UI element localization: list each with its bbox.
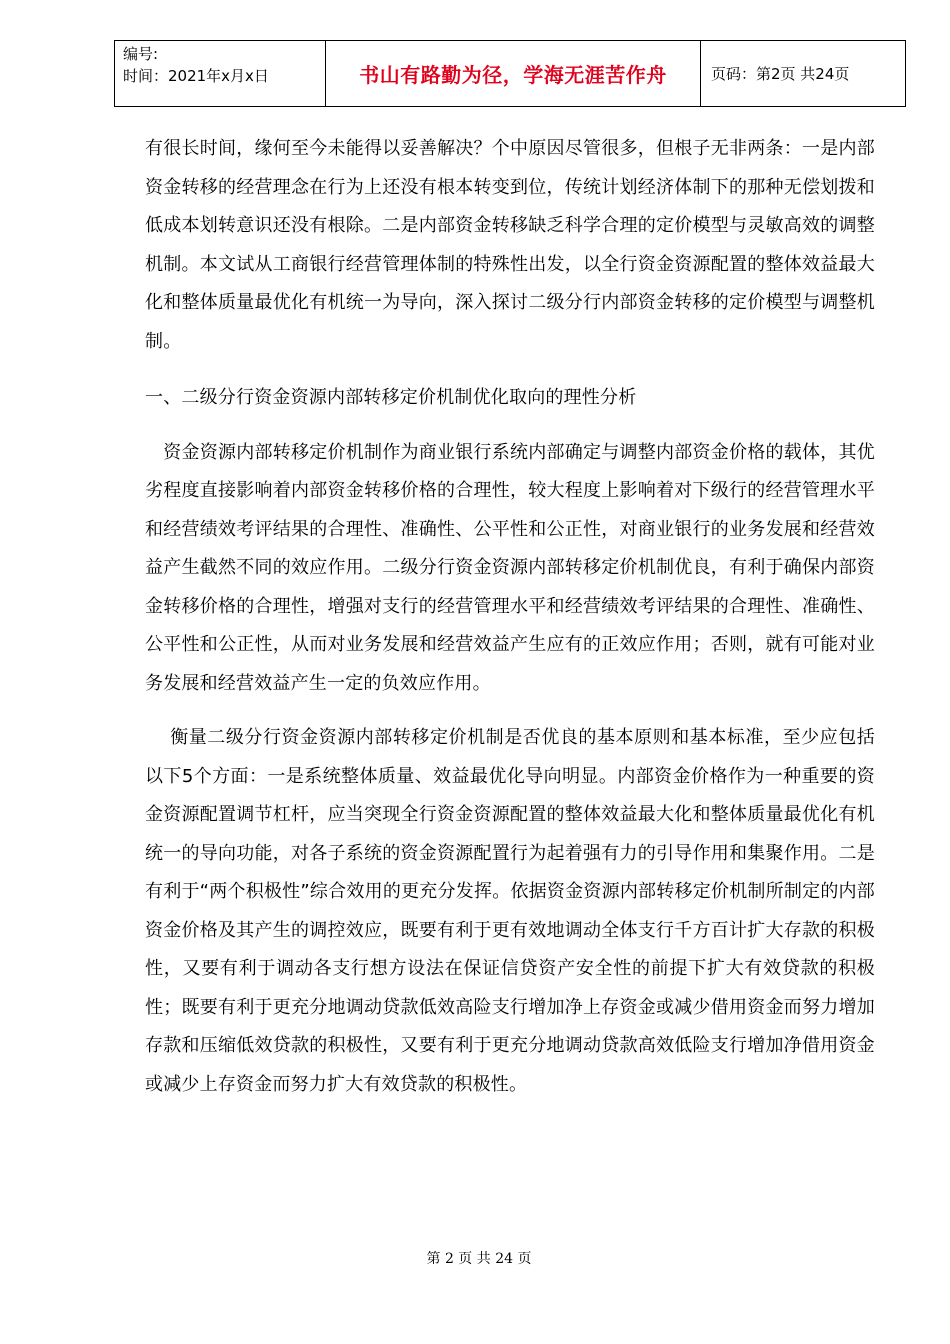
header-page-info: 页码：第2页 共24页 bbox=[701, 41, 906, 107]
document-body bbox=[145, 130, 875, 1104]
header-motto: 书山有路勤为径，学海无涯苦作舟 bbox=[326, 41, 701, 107]
number-label: 编号: bbox=[123, 45, 159, 63]
paragraph-2: 资金资源内部转移定价机制作为商业银行系统内部确定与调整内部资金价格的载体，其优劣程度直接影响着内部资金转移价格的合理性，较大程度上影响着对下级行的经营管理水平和经营绩效考评结果的合理性、准确性、公平性和公正性，对商业银行的业务发展和经营效益产生截然不同的效应作用。二级分行资金资源内部转移定价机制优良，有利于确保内部资金转移价格的合理性，增强对支行的经营管理水平和经营绩效考评结果的合理性、准确性、公平性和公正性，从而对业务发展和经营效益产生应有的正效应作用；否则，就有可能对业务发展和经营效益产生一定的负效应作用。 bbox=[145, 441, 875, 694]
header-meta-cell bbox=[115, 41, 326, 107]
section-heading: 一、二级分行资金资源内部转移定价机制优化取向的理性分析 bbox=[145, 387, 637, 408]
paragraph-1: 有很长时间，缘何至今未能得以妥善解决？个中原因尽管很多，但根子无非两条：一是内部资金转移的经营理念在行为上还没有根本转变到位，传统计划经济体制下的那种无偿划拨和低成本划转意识还没有根除。二是内部资金转移缺乏科学合理的定价模型与灵敏高效的调整机制。本文试从工商银行经营管理体制的特殊性出发，以全行资金资源配置的整体效益最大化和整体质量最优化有机统一为导向，深入探讨二级分行内部资金转移的定价模型与调整机制。 bbox=[145, 138, 875, 352]
paragraph-3: 衡量二级分行资金资源内部转移定价机制是否优良的基本原则和基本标准，至少应包括以下5个方面：一是系统整体质量、效益最优化导向明显。内部资金价格作为一种重要的资金资源配置调节杠杆，应当突现全行资金资源配置的整体效益最大化和整体质量最优化有机统一的导向功能，对各子系统的资金资源配置行为起着强有力的引导作用和集聚作用。二是有利于“两个积极性”综合效用的更充分发挥。依据资金资源内部转移定价机制所制定的内部资金价格及其产生的调控效应，既要有利于更有效地调动全体支行千方百计扩大存款的积极性，又要有利于调动各支行想方设法在保证信贷资产安全性的前提下扩大有效贷款的积极性；既要有利于更充分地调动贷款低效高险支行增加净上存资金或减少借用资金而努力增加存款和压缩低效贷款的积极性，又要有利于更充分地调动贷款高效低险支行增加净借用资金或减少上存资金而努力扩大有效贷款的积极性。 bbox=[145, 727, 875, 1095]
time-label: 时间：2021年x月x日 bbox=[123, 67, 269, 85]
page-footer: 第 2 页 共 24 页 bbox=[426, 1251, 532, 1267]
page-header-table bbox=[114, 40, 906, 107]
